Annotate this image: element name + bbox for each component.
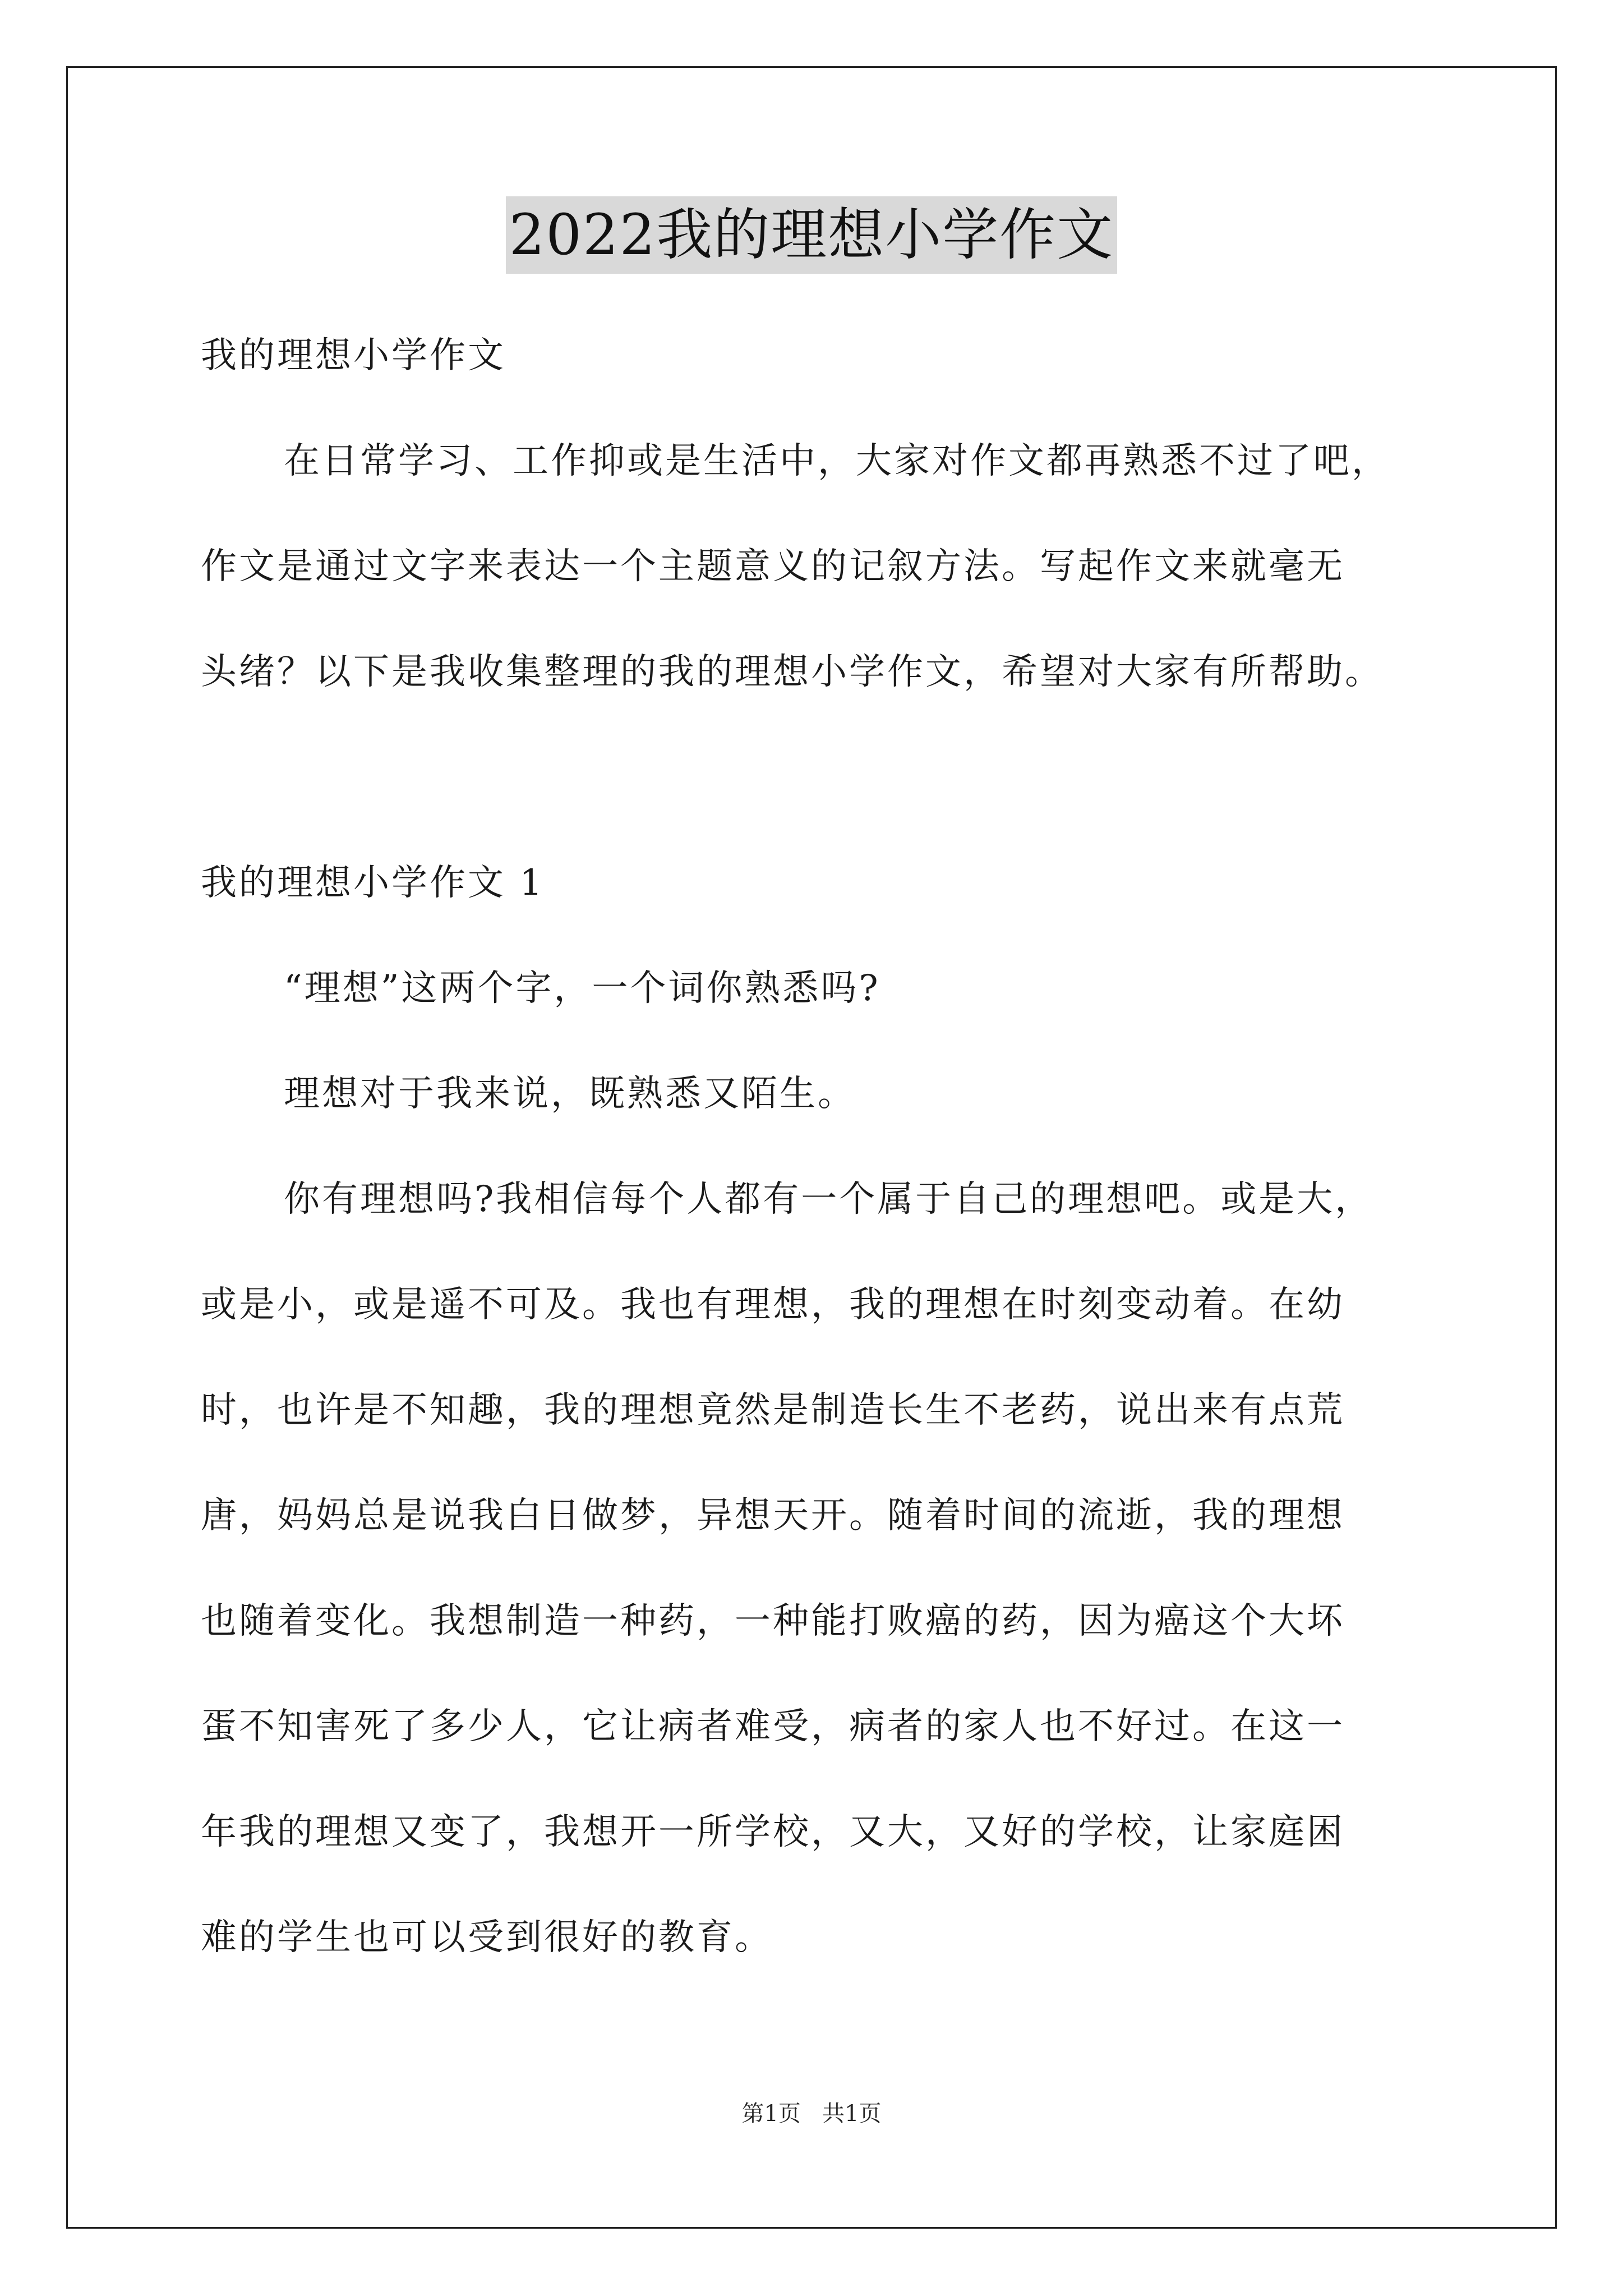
title-wrap bbox=[0, 196, 1623, 274]
paragraph-line: 你有理想吗?我相信每个人都有一个属于自己的理想吧。或是大， bbox=[284, 1179, 1373, 1220]
paragraph-line: 难的学生也可以受到很好的教育。 bbox=[201, 1917, 773, 1958]
paragraph-line: 时，也许是不知趣，我的理想竟然是制造长生不老药，说出来有点荒 bbox=[201, 1389, 1345, 1431]
paragraph-line: 年我的理想又变了，我想开一所学校，又大，又好的学校，让家庭困 bbox=[201, 1811, 1345, 1853]
paragraph-line: 唐，妈妈总是说我白日做梦，异想天开。随着时间的流逝，我的理想 bbox=[201, 1495, 1345, 1536]
page-footer: 第1页 共1页 bbox=[741, 2101, 882, 2127]
paragraph-line: 或是小，或是遥不可及。我也有理想，我的理想在时刻变动着。在幼 bbox=[201, 1284, 1345, 1326]
document-title: 2022我的理想小学作文 bbox=[506, 196, 1118, 274]
blank-line bbox=[201, 725, 1440, 830]
paragraph-line: 蛋不知害死了多少人，它让病者难受，病者的家人也不好过。在这一 bbox=[201, 1706, 1345, 1747]
paragraph-line: 头绪？以下是我收集整理的我的理想小学作文，希望对大家有所帮助。 bbox=[201, 651, 1383, 693]
document-body bbox=[201, 303, 1440, 1990]
paragraph-line: 作文是通过文字来表达一个主题意义的记叙方法。写起作文来就毫无 bbox=[201, 546, 1345, 587]
paragraph-line: 理想对于我来说，既熟悉又陌生。 bbox=[284, 1073, 856, 1115]
paragraph-line: 在日常学习、工作抑或是生活中，大家对作文都再熟悉不过了吧， bbox=[284, 440, 1390, 482]
paragraph-line: 也随着变化。我想制造一种药，一种能打败癌的药，因为癌这个大坏 bbox=[201, 1600, 1345, 1642]
section-heading: 我的理想小学作文 1 bbox=[201, 862, 545, 904]
paragraph-line: “理想”这两个字，一个词你熟悉吗? bbox=[284, 968, 880, 1009]
intro-heading: 我的理想小学作文 bbox=[201, 335, 506, 376]
